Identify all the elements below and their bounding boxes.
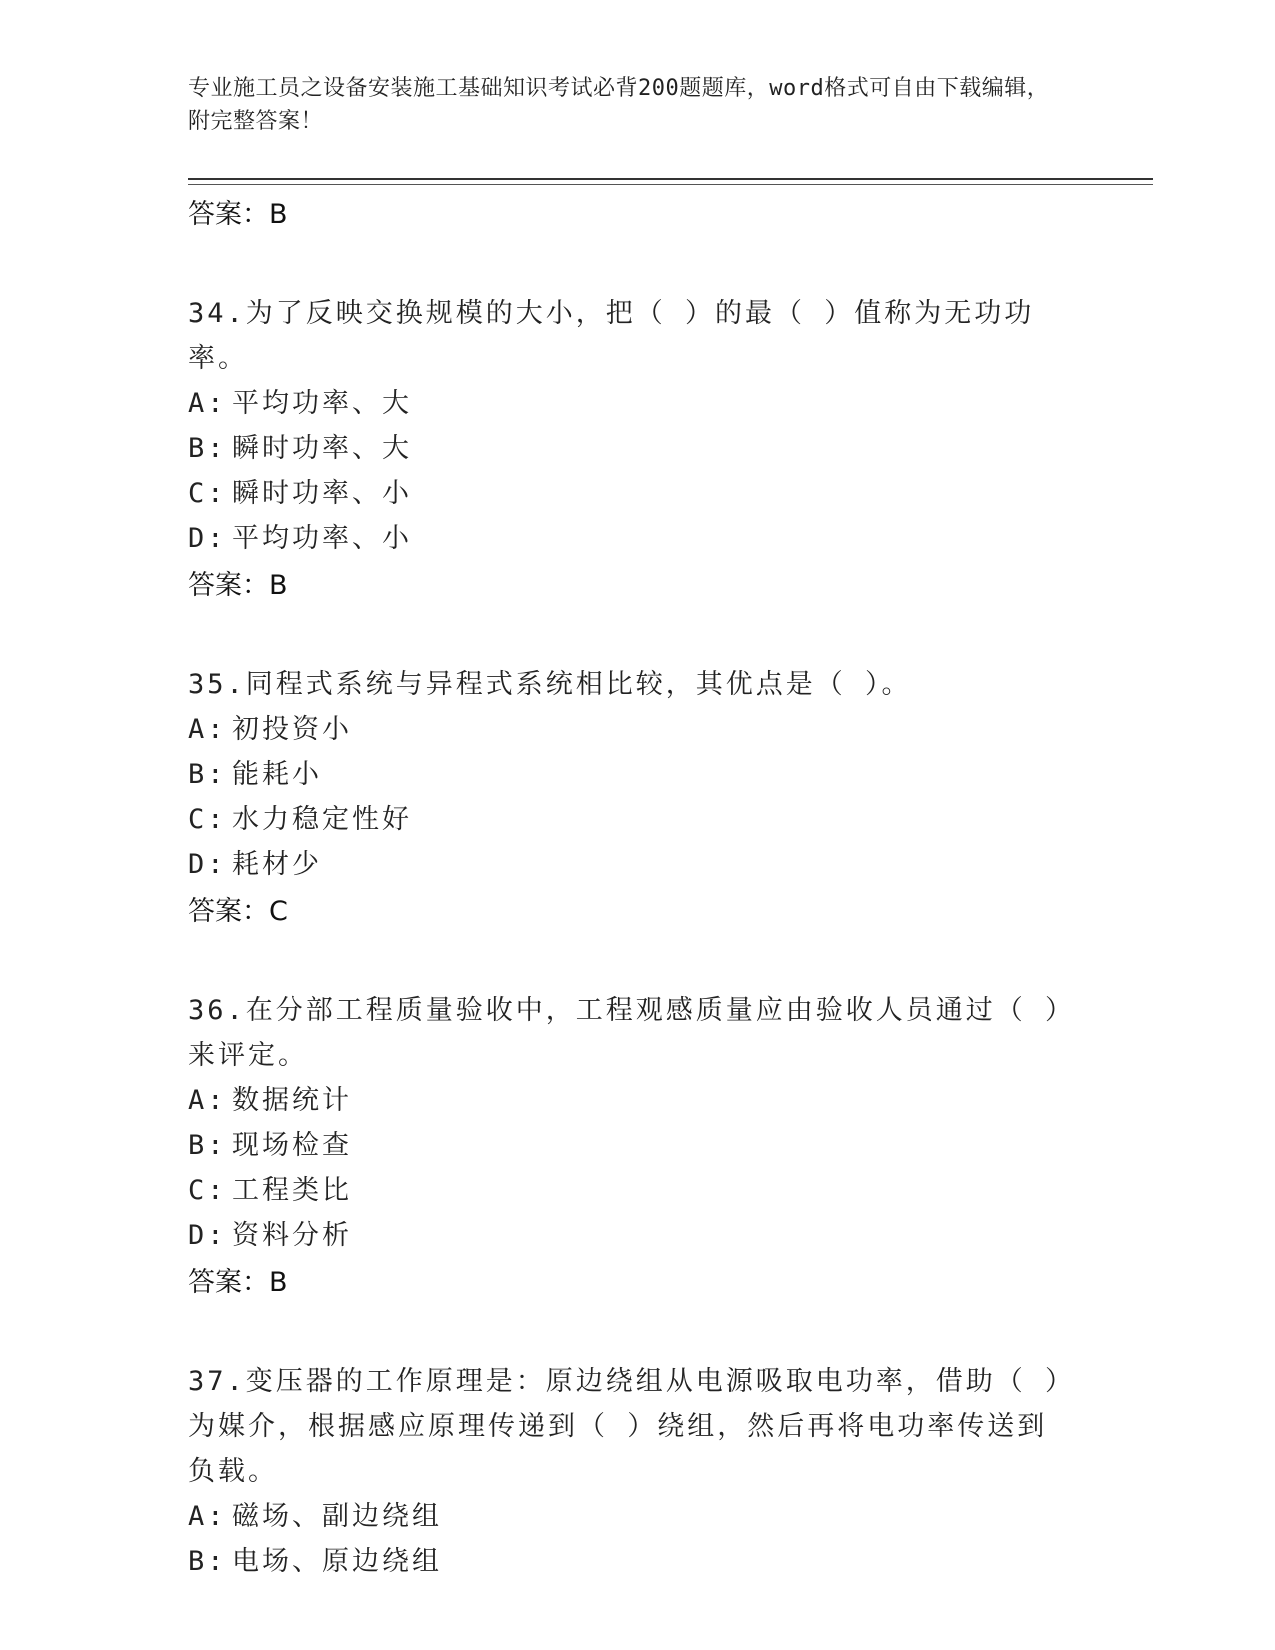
option-letter: B: — [188, 433, 227, 464]
option-letter: D: — [188, 523, 227, 554]
header-divider — [188, 178, 1153, 180]
question-item — [188, 1359, 1068, 1584]
option-a — [188, 707, 1068, 752]
question-stem: 35.同程式系统与异程式系统相比较，其优点是（ ）。 — [188, 669, 912, 700]
document-body — [188, 190, 1068, 1584]
answer-label: 答案： — [188, 199, 269, 230]
option-b — [188, 752, 1068, 797]
option-letter: A: — [188, 1501, 227, 1532]
option-text: 数据统计 — [232, 1085, 352, 1116]
question-stem: 36.在分部工程质量验收中，工程观感质量应由验收人员通过（ ）来评定。 — [188, 995, 1062, 1071]
answer-line — [188, 195, 1068, 235]
option-letter: C: — [188, 478, 227, 509]
answer-label: 答案： — [188, 1267, 269, 1298]
option-letter: A: — [188, 714, 227, 745]
question-item — [188, 662, 1068, 932]
option-text: 资料分析 — [232, 1220, 352, 1251]
option-letter: C: — [188, 804, 227, 835]
option-text: 能耗小 — [232, 759, 322, 790]
option-letter: D: — [188, 849, 227, 880]
option-text: 初投资小 — [232, 714, 352, 745]
answer-value: B — [269, 1267, 288, 1298]
option-text: 磁场、副边绕组 — [232, 1501, 442, 1532]
option-text: 平均功率、大 — [232, 388, 412, 419]
answer-value: C — [269, 896, 288, 927]
option-text: 工程类比 — [232, 1175, 352, 1206]
option-text: 电场、原边绕组 — [232, 1546, 442, 1577]
question-item — [188, 988, 1068, 1303]
question-item — [188, 291, 1068, 606]
option-b — [188, 1123, 1068, 1168]
option-text: 瞬时功率、小 — [232, 478, 412, 509]
option-d — [188, 842, 1068, 887]
answer-label: 答案： — [188, 896, 269, 927]
option-b — [188, 1539, 1068, 1584]
option-letter: A: — [188, 388, 227, 419]
answer-line — [188, 566, 1068, 606]
option-b — [188, 426, 1068, 471]
option-letter: B: — [188, 1546, 227, 1577]
option-text: 耗材少 — [232, 849, 322, 880]
answer-label: 答案： — [188, 570, 269, 601]
answer-value: B — [269, 570, 288, 601]
option-text: 现场检查 — [232, 1130, 352, 1161]
option-d — [188, 516, 1068, 561]
option-c — [188, 797, 1068, 842]
header-title: 专业施工员之设备安装施工基础知识考试必背200题题库，word格式可自由下载编辑，附完整答案！ — [188, 76, 1050, 134]
question-stem: 37.变压器的工作原理是：原边绕组从电源吸取电功率，借助（ ）为媒介，根据感应原理传递到（ ）绕组，然后再将电功率传送到负载。 — [188, 1366, 1062, 1487]
option-letter: C: — [188, 1175, 227, 1206]
header-divider-thin — [188, 184, 1153, 185]
option-d — [188, 1213, 1068, 1258]
option-letter: B: — [188, 1130, 227, 1161]
option-text: 水力稳定性好 — [232, 804, 412, 835]
option-letter: D: — [188, 1220, 227, 1251]
option-text: 瞬时功率、大 — [232, 433, 412, 464]
answer-line — [188, 892, 1068, 932]
option-letter: A: — [188, 1085, 227, 1116]
option-a — [188, 1078, 1068, 1123]
option-a — [188, 381, 1068, 426]
option-c — [188, 471, 1068, 516]
option-text: 平均功率、小 — [232, 523, 412, 554]
option-c — [188, 1168, 1068, 1213]
document-header — [188, 72, 1068, 138]
question-stem: 34.为了反映交换规模的大小，把（ ）的最（ ）值称为无功功率。 — [188, 298, 1035, 374]
answer-line — [188, 1263, 1068, 1303]
answer-value: B — [269, 199, 288, 230]
option-letter: B: — [188, 759, 227, 790]
option-a — [188, 1494, 1068, 1539]
